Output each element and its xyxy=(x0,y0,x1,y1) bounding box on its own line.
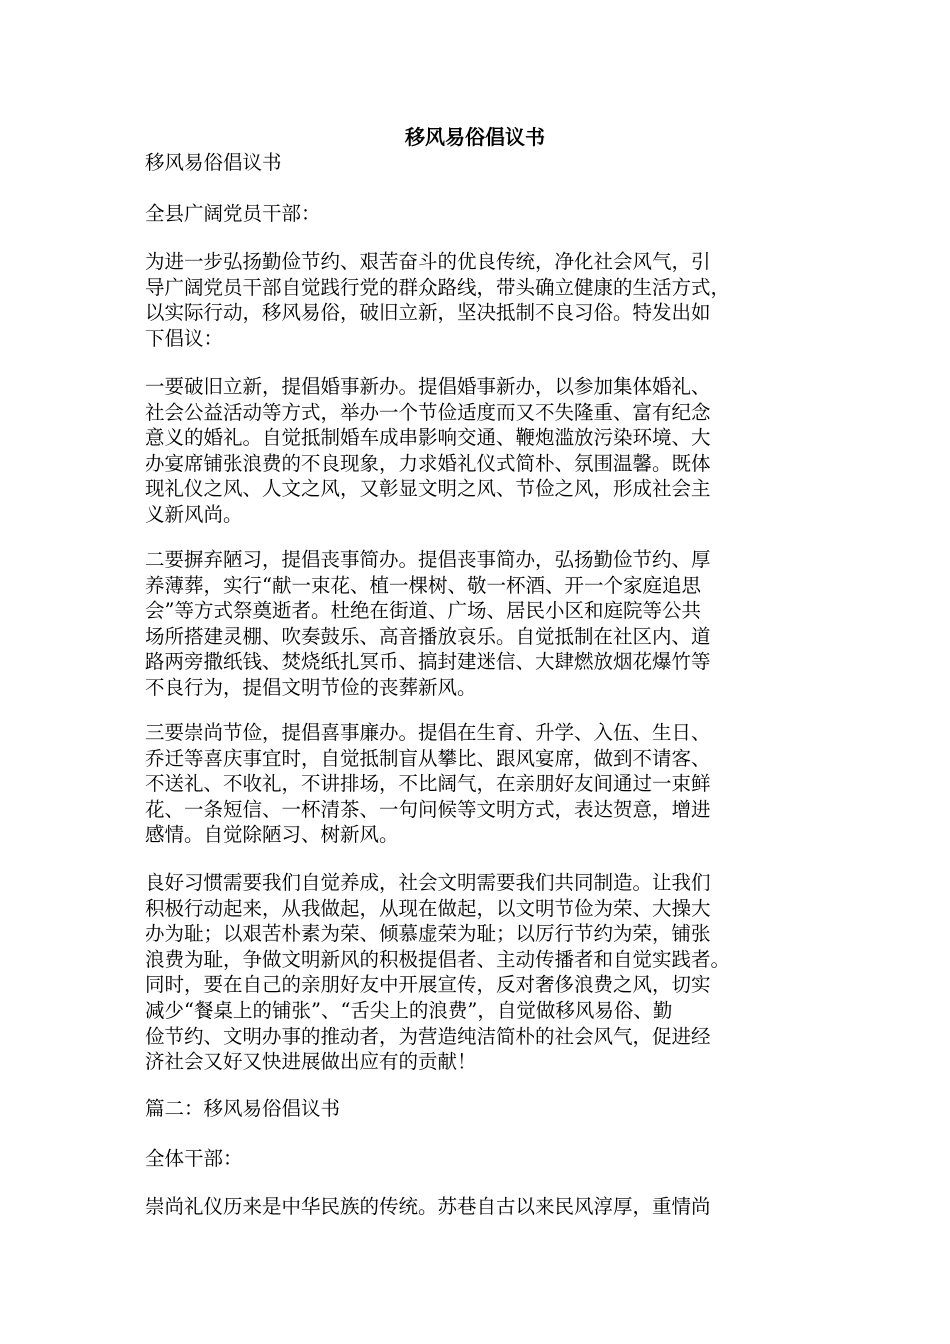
intro-line: 导广阔党员干部自觉践行党的群众路线，带头确立健康的生活方式， xyxy=(145,275,731,299)
point-three-line: 花、一条短信、一杯清茶、一句问候等文明方式，表达贺意，增进 xyxy=(145,797,711,821)
intro-line: 为进一步弘扬勤俭节约、艰苦奋斗的优良传统，净化社会风气，引 xyxy=(145,250,711,273)
point-two-line: 养薄葬，实行“献一束花、植一棵树、敬一杯酒、开一个家庭追思 xyxy=(145,573,701,597)
part-two-intro-paragraph xyxy=(145,1194,810,1220)
closing-line: 浪费为耻，争做文明新风的积极提倡者、主动传播者和自觉实践者。 xyxy=(145,947,731,971)
point-two-line: 场所搭建灵棚、吹奏鼓乐、高音播放哀乐。自觉抵制在社区内、道 xyxy=(145,624,711,648)
point-two-line: 不良行为，提倡文明节俭的丧葬新风。 xyxy=(145,675,477,699)
closing-paragraph xyxy=(145,870,810,1075)
point-one-line: 社会公益活动等方式，举办一个节俭适度而又不失隆重、富有纪念 xyxy=(145,400,711,424)
point-one-line: 现礼仪之风、人文之风，又彰显文明之风、节俭之风，形成社会主 xyxy=(145,477,711,501)
document-title: 移风易俗倡议书 xyxy=(405,125,545,149)
point-one-paragraph xyxy=(145,374,810,528)
intro-line: 以实际行动，移风易俗，破旧立新，坚决抵制不良习俗。特发出如 xyxy=(145,301,711,325)
part-two-heading: 篇二：移风易俗倡议书 xyxy=(145,1097,341,1120)
closing-line: 同时，要在自己的亲朋好友中开展宣传，反对奢侈浪费之风，切实 xyxy=(145,973,711,997)
intro-paragraph xyxy=(145,249,810,351)
part-two-salutation: 全体干部： xyxy=(145,1147,243,1170)
intro-line: 下倡议： xyxy=(145,326,224,350)
document-subtitle: 移风易俗倡议书 xyxy=(145,151,282,174)
closing-line: 办为耻；以艰苦朴素为荣、倾慕虚荣为耻；以厉行节约为荣，铺张 xyxy=(145,922,711,946)
point-one-line: 办宴席铺张浪费的不良现象，力求婚礼仪式简朴、氛围温馨。既体 xyxy=(145,451,711,475)
salutation: 全县广阔党员干部： xyxy=(145,202,321,225)
point-two-paragraph xyxy=(145,547,810,701)
point-three-line: 感情。自觉除陋习、树新风。 xyxy=(145,823,399,847)
part-two-intro-line: 崇尚礼仪历来是中华民族的传统。苏巷自古以来民风淳厚，重情尚 xyxy=(145,1195,711,1218)
point-three-line: 三要崇尚节俭，提倡喜事廉办。提倡在生育、升学、入伍、生日、 xyxy=(145,721,711,744)
point-one-line: 一要破旧立新，提倡婚事新办。提倡婚事新办，以参加集体婚礼、 xyxy=(145,375,711,398)
closing-line: 减少“餐桌上的铺张”、“舌尖上的浪费”，自觉做移风易俗、勤 xyxy=(145,998,673,1022)
closing-line: 俭节约、文明办事的推动者，为营造纯洁简朴的社会风气，促进经 xyxy=(145,1024,711,1048)
point-two-line: 会”等方式祭奠逝者。杜绝在街道、广场、居民小区和庭院等公共 xyxy=(145,599,701,623)
closing-line: 济社会又好又快进展做出应有的贡献！ xyxy=(145,1050,477,1074)
point-three-paragraph xyxy=(145,720,810,848)
point-three-line: 不送礼、不收礼，不讲排场，不比阔气，在亲朋好友间通过一束鲜 xyxy=(145,772,711,796)
point-one-line: 意义的婚礼。自觉抵制婚车成串影响交通、鞭炮滥放污染环境、大 xyxy=(145,426,711,450)
closing-line: 良好习惯需要我们自觉养成，社会文明需要我们共同制造。让我们 xyxy=(145,871,711,894)
point-two-line: 路两旁撒纸钱、焚烧纸扎冥币、搞封建迷信、大肆燃放烟花爆竹等 xyxy=(145,650,711,674)
closing-line: 积极行动起来，从我做起，从现在做起，以文明节俭为荣、大操大 xyxy=(145,896,711,920)
point-three-line: 乔迁等喜庆事宜时，自觉抵制盲从攀比、跟风宴席，做到不请客、 xyxy=(145,746,711,770)
point-one-line: 义新风尚。 xyxy=(145,502,243,526)
point-two-line: 二要摒弃陋习，提倡丧事简办。提倡丧事简办，弘扬勤俭节约、厚 xyxy=(145,548,711,571)
